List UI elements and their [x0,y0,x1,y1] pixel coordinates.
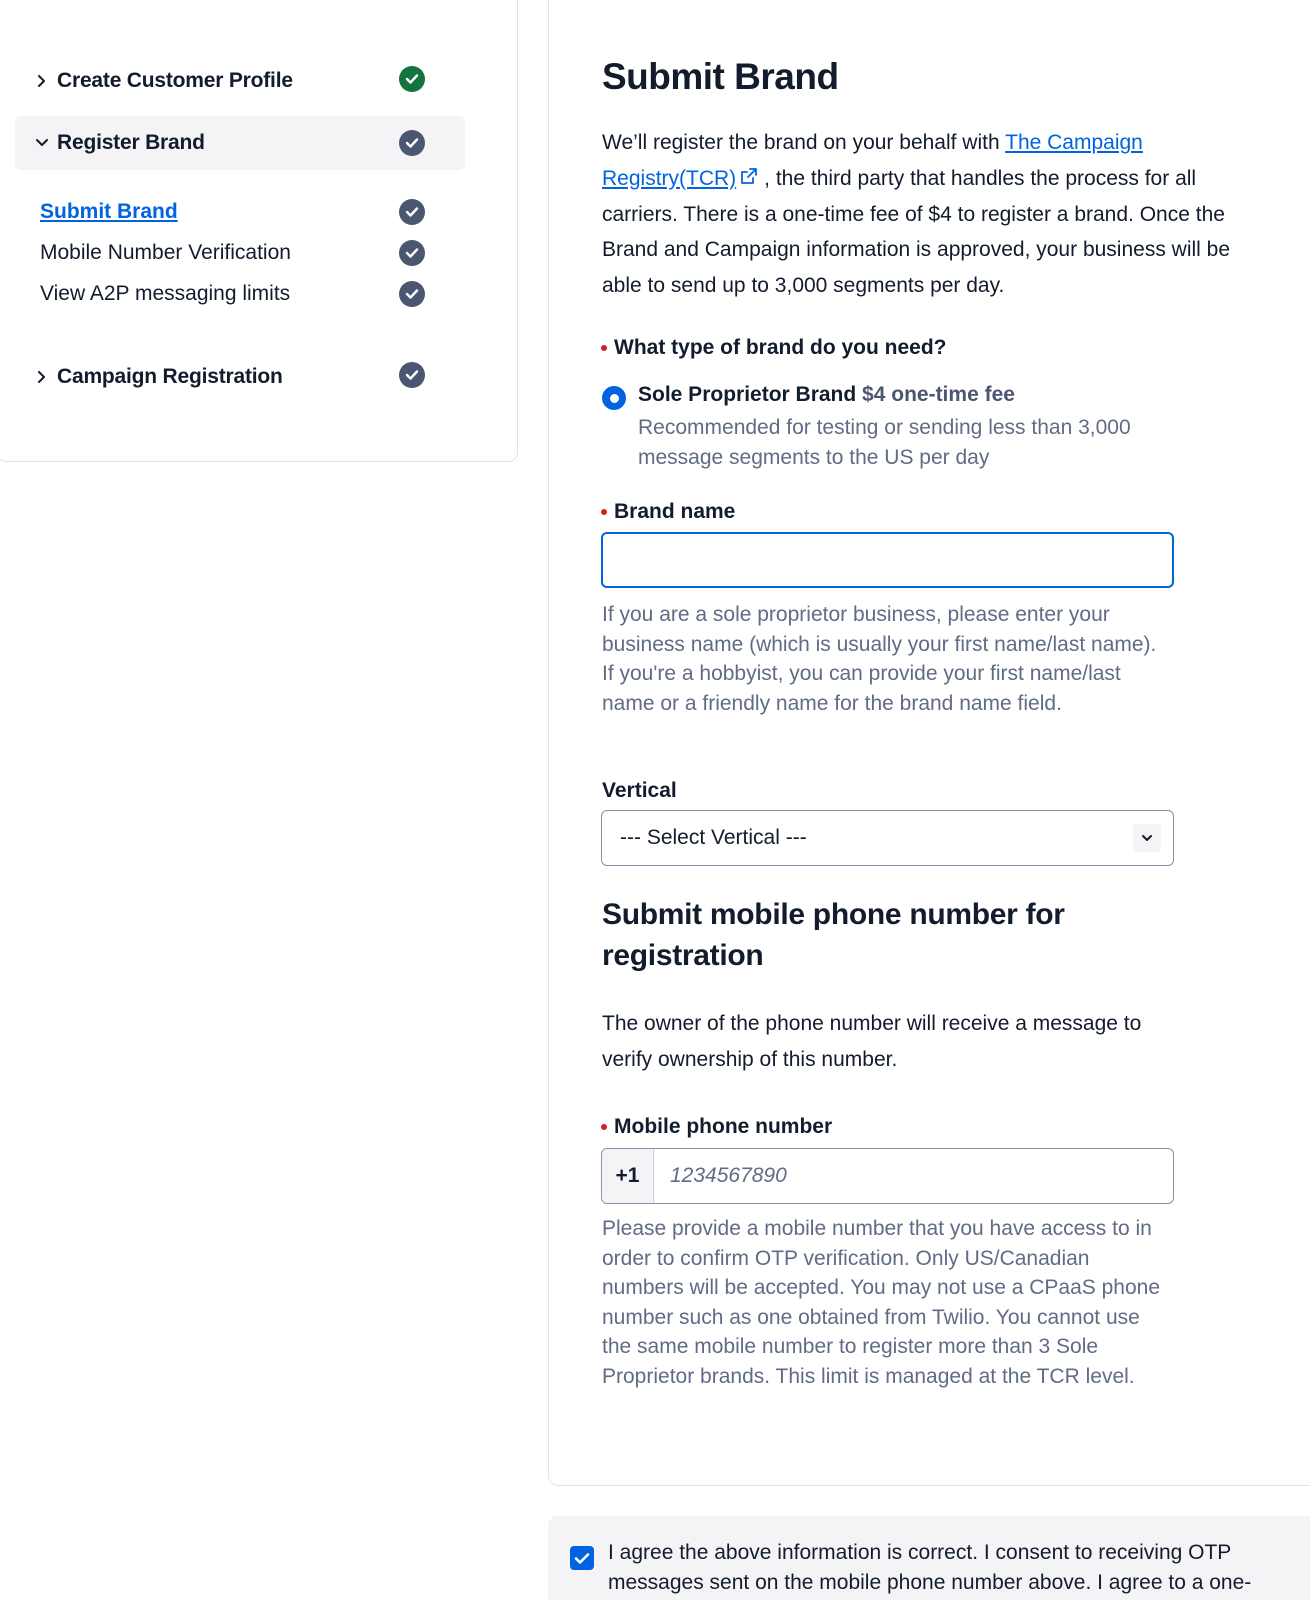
brand-name-label: Brand name [601,500,735,524]
agreement-box [548,1516,1310,1600]
mobile-phone-help: Please provide a mobile number that you have access to in order to confirm OTP verification. Only US/Canadian numbers will be accepted. You may not use a CPaaS phone number such as one obtained from Twilio. You cannot use the same mobile number to register more than 3 Sole Proprietor brands. This limit is managed at the TCR level. [602,1217,1161,1388]
vertical-selected-value: --- Select Vertical --- [620,826,807,849]
required-indicator [601,345,607,351]
check-circle-icon [399,199,425,225]
section-campaign-registration[interactable] [15,350,465,404]
section-register-brand[interactable] [15,116,465,170]
brand-type-help: Recommended for testing or sending less than 3,000 message segments to the US per day [638,416,1131,469]
required-indicator [601,509,607,515]
phone-section-description: The owner of the phone number will receive a message to verify ownership of this number. [602,1012,1142,1071]
country-code-prefix: +1 [602,1149,654,1203]
sub-item-submit-brand[interactable] [40,195,460,229]
sub-item-label: Mobile Number Verification [40,241,291,264]
sub-item-mobile-number-verification[interactable] [40,236,460,270]
chevron-right-icon [27,362,57,392]
mobile-phone-field [601,1148,1174,1204]
agreement-checkbox[interactable] [570,1546,594,1570]
intro-text: We’ll register the brand on your behalf with The Campaign Registry(TCR) , the third party that handles the process for all carriers. There is a one-time fee of $4 to register a brand. Once the Brand and Campaign information is approved, your business will be able to send up to 3,000 segments per day. [602,131,1231,297]
sub-item-label: View A2P messaging limits [40,282,291,305]
submit-brand-card [548,0,1310,1486]
agreement-text: I agree the above information is correct. I consent to receiving OTP messages sent on the mobile phone number above. I agree to a one- [608,1541,1252,1594]
chevron-right-icon [27,66,57,96]
check-circle-icon [399,281,425,307]
sub-item-view-a2p-limits[interactable] [40,277,460,311]
required-indicator [601,1124,607,1130]
sole-proprietor-radio[interactable] [602,386,626,410]
tcr-link[interactable]: The Campaign Registry(TCR) [602,131,1143,190]
brand-name-input[interactable] [601,532,1174,588]
fee-text: $4 one-time fee [862,383,1015,406]
brand-type-label: What type of brand do you need? [601,336,947,360]
section-label: Create Customer Profile [57,69,293,92]
mobile-phone-input[interactable] [654,1149,1173,1203]
check-circle-icon [399,240,425,266]
phone-section-title: Submit mobile phone number for registration [602,898,1065,972]
section-create-customer-profile[interactable] [15,54,465,108]
brand-name-help: If you are a sole proprietor business, please enter your business name (which is usually your first name/last name). If you're a hobbyist, you can provide your first name/last name or a friendly name for the brand name field. [602,603,1157,715]
chevron-down-icon [1133,824,1161,852]
sole-proprietor-label[interactable]: Sole Proprietor Brand $4 one-time fee [638,383,1015,406]
section-label: Register Brand [57,131,205,154]
external-link-icon[interactable] [740,161,758,197]
section-label: Campaign Registration [57,365,283,388]
check-circle-icon [399,362,425,388]
vertical-label: Vertical [602,779,677,802]
mobile-phone-label: Mobile phone number [601,1115,832,1139]
page-title: Submit Brand [602,56,839,97]
vertical-select[interactable] [601,810,1174,866]
check-circle-icon [399,66,425,92]
sub-item-label[interactable]: Submit Brand [40,200,178,223]
chevron-down-icon [27,128,57,158]
progress-sidebar [0,0,518,462]
check-circle-icon [399,130,425,156]
